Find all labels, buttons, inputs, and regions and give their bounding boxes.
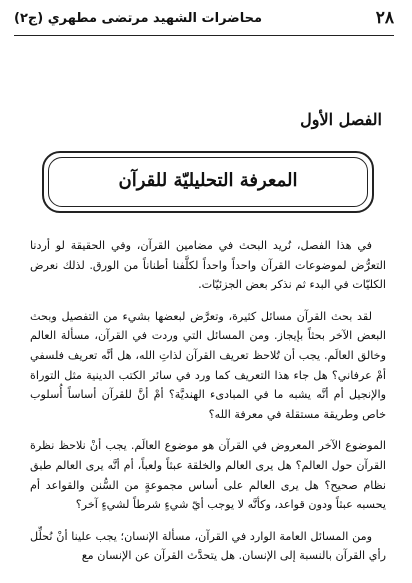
section-title-frame	[42, 151, 374, 213]
paragraph: الموضوع الآخر المعروض في القرآن هو موضوع العالَم. يجب أنْ نلاحظ نظرة القرآن حول العالم؟ هل يرى العالم والخلقة عبثاً ولعباً، أم أنَّه يرى العالم طبق نظام صحيح؟ هل يرى العالم على أساس مجموعةٍ من السُّنن والقواعد أم يحسبه عبثاً ودون قواعد، وكأنَّه لا يوجب أيّ شيءٍ شرطاً لشيءٍ آخر؟	[30, 439, 386, 512]
page-number: ٢٨	[375, 8, 394, 28]
paragraph: لقد بحث القرآن مسائل كثيرة، وتعرَّض لبعضها بشيء من التفصيل وبحث البعض الآخر بحثاً بإيجاز. ومن المسائل التي وردت في القرآن، مسألة العالم وخالق العالَم. يجب أن تُلاحظ تعريف القرآن لذاتِ الله، هل أنَّه تعريف فلسفي أمْ عرفاني؟ هل جاء هذا التعريف كما ورد في سائر الكتب الدينية مثل التوراة والإنجيل أم أنَّه يشبه ما في المبادىء الهنديَّة؟ أمْ أنَّ للقرآن أساساً أُسلوب خاص وطريقة مستقلة في معرفة الله؟	[30, 309, 386, 421]
paragraph: ومن المسائل العامة الوارد في القرآن، مسألة الإنسان؛ يجب علينا أنْ نُحلِّل رأي القرآن بالنسبة إلى الإنسان. هل يتحدَّث القرآن عن الإنسان مع	[30, 529, 386, 563]
paragraph: في هذا الفصل، نُريد البحث في مضامين القرآن، وفي الحقيقة لو أردنا التعرُّض لموضوعات القرآن واحداً واحداً لكلَّفنا أطناناً من الورق. لذلك نعرض الكليّات في البدء ثم نذكر بعض الجزئيّات.	[30, 239, 386, 292]
chapter-heading: الفصل الأول	[300, 110, 382, 129]
header-rule	[14, 35, 394, 36]
running-title: محاضرات الشهيد مرتضى مطهري (ج٢)	[14, 11, 263, 26]
section-title: المعرفة التحليليّة للقرآن	[118, 170, 298, 191]
page-header	[14, 8, 394, 34]
body-text	[30, 236, 386, 578]
